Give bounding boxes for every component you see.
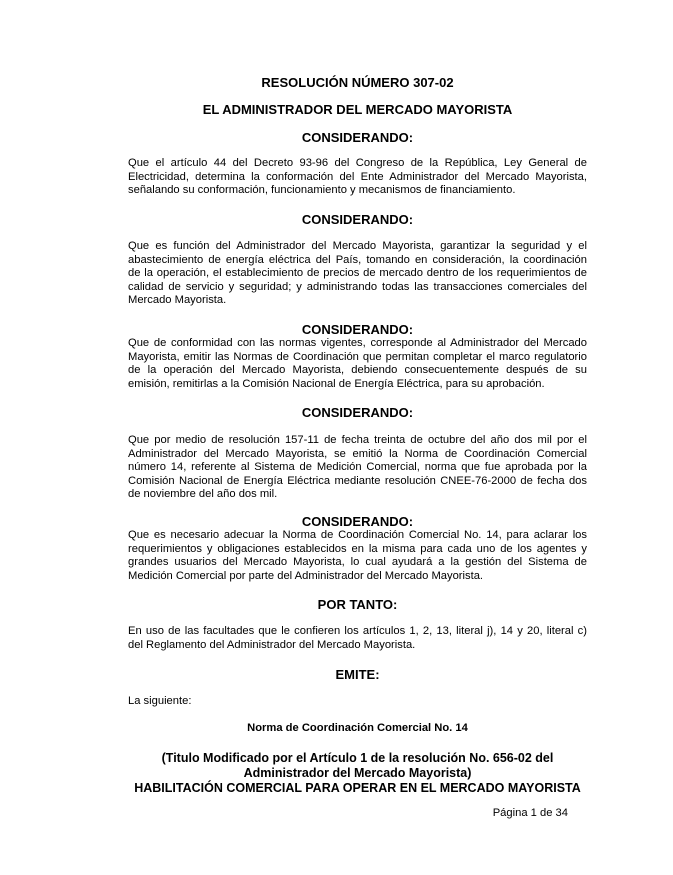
paragraph-line: Que por medio de resolución 157-11 de fecha treinta de octubre del año dos mil por el: [128, 434, 587, 446]
paragraph-line: Que de conformidad con las normas vigentes, corresponde al Administrador del Mercado: [128, 337, 587, 349]
paragraph-line: de la operación del Mercado Mayorista, debiendo consecuentemente después de su: [128, 364, 587, 376]
paragraph-line: grandes usuarios del Mercado Mayorista, lo cual ayudará a la gestión del Sistema de: [128, 556, 587, 568]
la-siguiente-text: La siguiente:: [128, 695, 192, 707]
considerando-heading-3: CONSIDERANDO:: [301, 322, 414, 337]
paragraph-line: señalando su conformación, funcionamiento y mecanismos de financiamiento.: [128, 184, 516, 196]
paragraph-line: de noviembre del año dos mil.: [128, 488, 278, 500]
paragraph-line: Mercado Mayorista.: [128, 294, 227, 306]
considerando-paragraph-2: [128, 240, 587, 308]
modified-note-line-2: Administrador del Mercado Mayorista): [243, 766, 472, 780]
modified-note-line-1: (Titulo Modificado por el Artículo 1 de la resolución No. 656-02 del: [161, 751, 554, 765]
considerando-paragraph-1: [128, 157, 587, 198]
emite-heading: EMITE:: [335, 667, 380, 682]
resolution-title: RESOLUCIÓN NÚMERO 307-02: [261, 75, 454, 90]
paragraph-line: En uso de las facultades que le confieren los artículos 1, 2, 13, literal j), 14 y 20, literal c): [128, 625, 587, 637]
main-title: HABILITACIÓN COMERCIAL PARA OPERAR EN EL MERCADO MAYORISTA: [134, 781, 581, 795]
por-tanto-paragraph: [128, 625, 587, 652]
paragraph-line: requerimientos y obligaciones establecidos en la misma para cada uno de los agentes y: [128, 542, 587, 555]
considerando-paragraph-5: [128, 529, 587, 583]
paragraph-line: número 14, referente al Sistema de Medición Comercial, norma que fue aprobada por la: [128, 461, 587, 473]
paragraph-line: emisión, remitirlas a la Comisión Nacional de Energía Eléctrica, para su aprobación.: [128, 377, 545, 390]
por-tanto-heading: POR TANTO:: [317, 597, 398, 612]
considerando-heading-2: CONSIDERANDO:: [301, 212, 414, 227]
norma-title: Norma de Coordinación Comercial No. 14: [247, 722, 468, 734]
paragraph-line: Que el artículo 44 del Decreto 93-96 del Congreso de la República, Ley General de: [128, 157, 587, 169]
page-number: Página 1 de 34: [492, 807, 568, 819]
paragraph-line: Electricidad, determina la conformación del Ente Administrador del Mercado Mayorista,: [128, 170, 587, 183]
paragraph-line: Medición Comercial por parte del Administrador del Mercado Mayorista.: [128, 569, 484, 582]
paragraph-line: Que es función del Administrador del Mercado Mayorista, garantizar la seguridad y el: [128, 240, 587, 252]
paragraph-line: Mayorista, emitir las Normas de Coordinación que permitan completar el marco regulatorio: [128, 350, 587, 363]
paragraph-line: Administrador del Mercado Mayorista, se emitió la Norma de Coordinación Comercial: [128, 447, 587, 460]
considerando-paragraph-4: [128, 434, 587, 502]
considerando-heading-5: CONSIDERANDO:: [301, 514, 414, 529]
paragraph-line: calidad de servicio y seguridad; y administrando todas las transacciones comerciales del: [128, 280, 587, 293]
considerando-heading-4: CONSIDERANDO:: [301, 405, 414, 420]
considerando-heading-1: CONSIDERANDO:: [301, 130, 414, 145]
paragraph-line: del Reglamento del Administrador del Mercado Mayorista.: [128, 638, 416, 651]
issuer-heading: EL ADMINISTRADOR DEL MERCADO MAYORISTA: [202, 102, 513, 117]
paragraph-line: Comisión Nacional de Energía Eléctrica mediante resolución CNEE-76-2000 de fecha dos: [128, 474, 587, 487]
paragraph-line: abastecimiento de energía eléctrica del País, tomando en consideración, la coordinación: [128, 253, 587, 266]
paragraph-line: de la operación, el establecimiento de precios de mercado dentro de los requerimientos de: [128, 267, 587, 279]
considerando-paragraph-3: [128, 337, 587, 391]
paragraph-line: Que es necesario adecuar la Norma de Coordinación Comercial No. 14, para aclarar los: [128, 529, 587, 541]
